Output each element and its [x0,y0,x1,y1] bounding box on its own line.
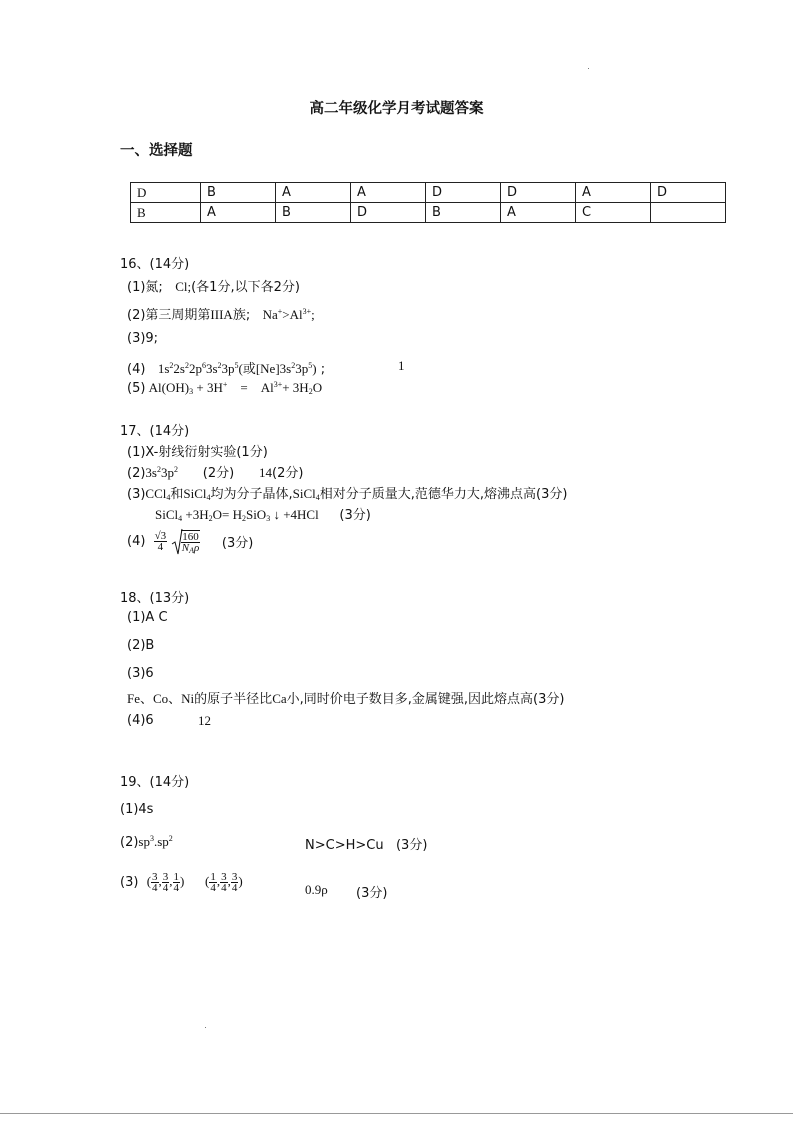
q18-answer-2: (2)B [127,638,155,653]
formula-part: 3s [145,465,157,480]
formula-part: 3p [295,361,309,376]
formula-part: +3H [182,507,209,522]
answer-text: Cl; [175,279,192,294]
q19-answer-3 [120,872,243,908]
page-bottom-border [0,1113,793,1114]
answer-text: 族; [232,308,251,323]
electron-configuration [145,465,178,480]
answer-text: (4) [127,362,146,377]
q16-answer-4-value: 1 [398,358,405,373]
formula-part: = [240,380,248,395]
fraction [151,872,159,893]
q17-answer-1: (1)X-射线衍射实验(1分) [127,445,268,460]
table-cell: A [201,203,276,223]
denominator: 4 [231,882,238,894]
superscript: 2 [173,465,178,474]
answer-text: 14 [259,465,272,480]
numerator: 3 [221,871,227,883]
subscript: A [189,546,194,555]
fraction [162,872,170,893]
table-cell: D [501,183,576,203]
formula-part: + 3H [193,380,223,395]
q18-answer-1: (1)A C [127,610,168,625]
formula-part: ) [312,361,317,376]
formula-part: >Al [282,307,303,322]
table-cell: D [426,183,501,203]
table-cell: A [576,183,651,203]
score-note: (3分) [221,536,254,551]
denominator: 4 [221,882,227,894]
denominator: 4 [173,882,180,894]
q16-answer-5 [127,380,322,396]
answer-text: 的原子半径比 [194,692,273,707]
coordinate-1: ( $\frac{3}{4}$ , $\frac{3}{4}$ , $\frac{1}{4}$ ) [146,871,185,894]
numerator: 3 [162,871,169,883]
q18-answer-4-value: 12 [198,713,211,728]
answer-text: N>C>H>Cu [305,838,384,853]
formula-part: 3s [205,361,218,376]
superscript: 6 [201,361,206,370]
q18-heading: 18、(13分) [120,591,190,606]
answer-text: IIIA [210,307,233,322]
table-cell: B [426,203,501,223]
precipitate-arrow: ↓ [273,507,280,522]
superscript: 3 [149,834,154,843]
formula-part: .sp [153,834,169,849]
subscript: 2 [308,387,313,396]
denominator: 4 [152,882,158,894]
subscript: 3 [189,387,194,396]
table-cell [651,203,726,223]
section-heading-multiple-choice: 一、选择题 [120,143,193,159]
table-cell: A [501,203,576,223]
superscript: 2 [217,361,222,370]
score-note: (3分) [395,838,428,853]
formula-part: 3p [160,465,174,480]
answer-text: 和 [170,487,184,502]
formula-part: ρ [193,542,200,554]
formula-part: Al(OH) [148,380,190,395]
q17-answer-2 [127,462,303,481]
formula-part: SiCl [155,507,179,522]
score-note: (2分) [202,466,235,481]
superscript: 2 [184,361,189,370]
superscript: 2 [169,361,174,370]
q19-answer-1: (1)4s [120,802,154,817]
answer-text: (2) [120,835,139,850]
answer-text: (3) [127,487,146,502]
denominator: 4 [162,882,169,894]
superscript: 5 [308,361,313,370]
table-cell: B [201,183,276,203]
answer-text [263,307,315,322]
subscript: 4 [178,514,183,523]
answer-text: (3) [120,875,139,890]
electron-configuration [158,361,317,376]
table-row [131,203,726,223]
answer-text: (5) [127,381,146,396]
superscript: + [277,307,283,316]
q16-answer-4 [127,358,325,377]
table-row [131,183,726,203]
score-note: (2分) [272,466,304,481]
fraction [231,872,239,893]
fraction-160-over-na-rho [181,530,200,553]
table-cell: A [276,183,351,203]
superscript: 2 [156,465,161,474]
q16-answer-3: (3)9; [127,331,159,346]
formula-part: CCl [145,486,167,501]
formula-part: 2s [173,361,185,376]
denominator [181,543,200,553]
formula-part: SiCl [183,486,207,501]
q17-answer-4 [127,530,253,564]
numerator: √3 [154,530,167,542]
radical-expression [171,530,200,553]
q17-answer-3-equation [155,504,371,523]
q19-answer-2-order [305,834,427,853]
superscript: 2 [291,361,296,370]
superscript: + [222,380,228,389]
subscript: 4 [315,493,320,502]
answer-text: 相对分子质量大,范德华力大,熔沸点高(3分) [319,487,568,502]
scan-speck [205,1027,206,1028]
fraction [209,872,217,893]
numerator: 160 [182,531,199,543]
superscript: 2 [168,834,173,843]
chemical-equation [145,380,322,395]
q16-heading: 16、(14分) [120,257,190,272]
answer-text: 小,同时价电子数目多,金属键强,因此熔点高(3分) [286,692,565,707]
radical-sign [171,528,183,556]
table-cell: D [651,183,726,203]
page-title: 高二年级化学月考试题答案 [309,101,484,117]
chemical-equation [155,507,319,522]
numerator: 1 [173,871,180,883]
fraction [173,872,181,893]
subscript: 2 [208,514,213,523]
numerator: 1 [210,871,216,883]
q16-answer-2 [127,304,315,323]
q19-answer-2 [120,834,173,850]
formula-part: sp [138,834,150,849]
table-cell: A [351,183,426,203]
formula-part: SiCl [292,486,316,501]
numerator: 3 [231,871,238,883]
superscript: 5 [234,361,239,370]
table-cell: B [131,203,201,223]
score-note: (各1分,以下各2分) [191,280,300,295]
answer-text: (4) [127,534,146,549]
q19-answer-3-density: 0.9ρ [305,882,328,897]
subscript: 2 [241,514,246,523]
score-note: (3分) [339,508,371,523]
subscript: 3 [266,514,271,523]
answer-text: (2)第三周期第 [127,308,211,323]
q18-answer-3: (3)6 [127,666,154,681]
multiple-choice-answer-table [130,182,726,223]
formula-part: N [181,542,190,554]
element-symbol: Ca [272,691,287,706]
formula-part: (或[Ne]3s [238,361,292,376]
formula-part: 3p [221,361,235,376]
fraction-sqrt3-over-4 [154,531,168,552]
table-cell: C [576,203,651,223]
element-symbols: Fe、Co、Ni [127,691,195,706]
formula-part: Al [260,380,274,395]
superscript: 3+ [273,380,283,389]
table-cell: D [131,183,201,203]
scan-speck [588,68,589,69]
formula-part: + 3H [282,380,309,395]
q17-heading: 17、(14分) [120,424,190,439]
q18-answer-4: (4)6 [127,713,154,728]
denominator: 4 [210,882,216,894]
numerator: 3 [152,871,158,883]
hybridization [138,834,172,849]
answer-text: (1)氮; [127,280,163,295]
score-note: (3分) [356,886,388,901]
formula-part: O [312,380,323,395]
table-cell: D [351,203,426,223]
q17-answer-3 [127,483,567,502]
q19-heading: 19、(14分) [120,775,190,790]
subscript: 4 [166,493,171,502]
formula-part: Na [262,307,278,322]
denominator: 4 [157,541,164,553]
formula-part: SiO [245,507,267,522]
formula-part: ; [311,307,315,322]
coordinate-2: ( $\frac{1}{4}$ , $\frac{3}{4}$ , $\frac{3}{4}$ ) [205,871,243,894]
formula-part: 1s [157,361,170,376]
q18-answer-3-explanation [127,688,564,707]
formula-part: +4HCl [283,507,319,522]
answer-text: (2) [127,466,146,481]
answer-text: 均为分子晶体, [210,487,293,502]
formula-part: O= H [212,507,242,522]
table-cell: B [276,203,351,223]
subscript: 4 [206,493,211,502]
radical-stroke [172,529,182,554]
superscript: 3+ [302,307,312,316]
fraction [220,872,228,893]
answer-text: ; [320,362,326,377]
formula-part: 2p [188,361,202,376]
q16-answer-1 [127,276,300,295]
